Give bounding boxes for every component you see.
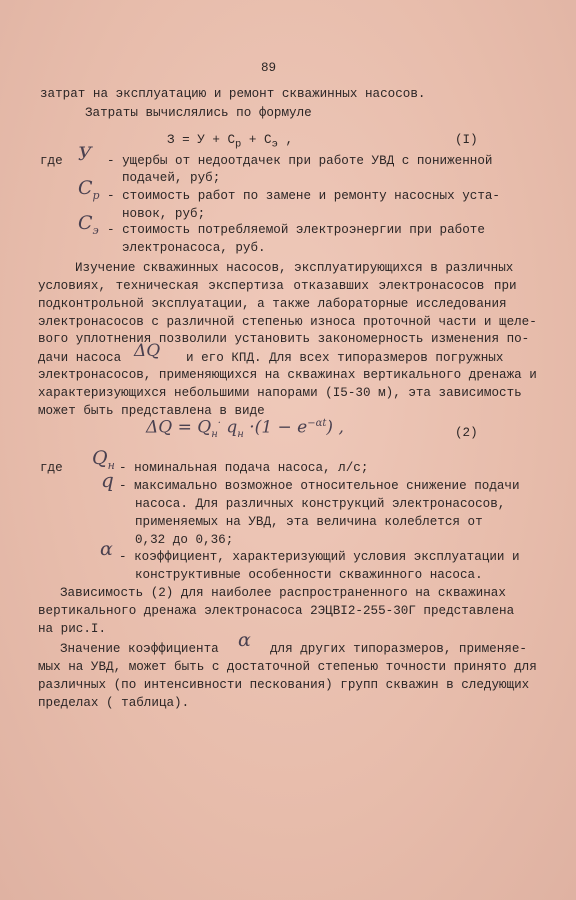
text-line: различных (по интенсивности пескования) групп скважин в следующих — [38, 678, 530, 692]
handwritten-symbol: $С_э$ — [78, 212, 99, 237]
page-number: 89 — [261, 61, 277, 75]
formula-number: (I) — [455, 133, 478, 147]
handwritten-symbol: α — [238, 629, 251, 651]
text-line: подачей, руб; — [122, 171, 221, 185]
formula-1: $З = У + С_р + С_э$ , — [167, 133, 294, 151]
text-line: насоса. Для различных конструкций электронасосов, — [135, 497, 506, 511]
handwritten-symbol: $Q_н$ — [92, 447, 115, 472]
formula-number: (2) — [455, 426, 478, 440]
text-line: дачи насоса — [38, 351, 122, 365]
text-line: новок, руб; — [122, 207, 206, 221]
text-line: электронасосов с различной степенью износа проточной части и щеле- — [38, 315, 537, 329]
text-line: затрат на эксплуатацию и ремонт скважинных насосов. — [40, 87, 426, 101]
handwritten-symbol: У — [78, 143, 92, 165]
handwritten-symbol: α — [100, 538, 113, 560]
text-line: - коэффициент, характеризующий условия эксплуатации и — [119, 550, 520, 564]
handwritten-symbol: q — [101, 468, 114, 492]
text-line: Значение коэффициента — [60, 642, 219, 656]
text-line: Затраты вычислялись по формуле — [85, 106, 312, 120]
text-line: электронасосов, применяющихся на скважинах вертикального дренажа и — [38, 368, 537, 382]
handwritten-symbol: $С_р$ — [78, 177, 100, 202]
text-line: и его КПД. Для всех типоразмеров погружных — [186, 351, 504, 365]
text-line: подконтрольной эксплуатации, а также лабораторные исследования — [38, 297, 507, 311]
text-line: - стоимость работ по замене и ремонту насосных уста- — [107, 189, 500, 203]
handwritten-symbol: ΔQ — [134, 341, 161, 361]
text-line: электронасоса, руб. — [122, 241, 266, 255]
text-line: вертикального дренажа электронасоса 2ЭЦВI2-255-30Г представлена — [38, 604, 515, 618]
text-line: применяемых на УВД, эта величина колеблется от — [135, 515, 483, 529]
text-line: пределах ( таблица). — [38, 696, 190, 710]
where-label: где — [40, 461, 63, 475]
text-line: - стоимость потребляемой электроэнергии при работе — [107, 223, 485, 237]
text-line: - максимально возможное относительное снижение подачи — [119, 479, 520, 493]
text-line: характеризующихся небольшими напорами (I5-30 м), эта зависимость — [38, 386, 522, 400]
where-label: где — [40, 154, 63, 168]
text-line: Зависимость (2) для наиболее распространенного на скважинах — [60, 586, 506, 600]
text-line: - номинальная подача насоса, л/с; — [119, 461, 369, 475]
text-line: - ущербы от недоотдачек при работе УВД с пониженной — [107, 154, 493, 168]
text-line: для других типоразмеров, применяе- — [270, 642, 527, 656]
text-line: мых на УВД, может быть с достаточной степенью точности принято для — [38, 660, 537, 674]
text-line: Изучение скважинных насосов, эксплуатирующихся в различных — [75, 261, 514, 275]
text-line: конструктивные особенности скважинного насоса. — [135, 568, 483, 582]
text-line: на рис.I. — [38, 622, 107, 636]
text-line: может быть представлена в виде — [38, 404, 265, 418]
text-line: вого уплотнения позволили установить закономерность изменения по- — [38, 332, 530, 346]
handwritten-formula-2: $\Delta Q = Q_н^\cdot$ $q_н \cdot(1 - e^{-\alpha t})$ , — [146, 417, 344, 441]
text-line: условиях, техническая экспертиза отказавших электронасосов при — [38, 279, 517, 293]
text-line: 0,32 до 0,36; — [135, 533, 234, 547]
